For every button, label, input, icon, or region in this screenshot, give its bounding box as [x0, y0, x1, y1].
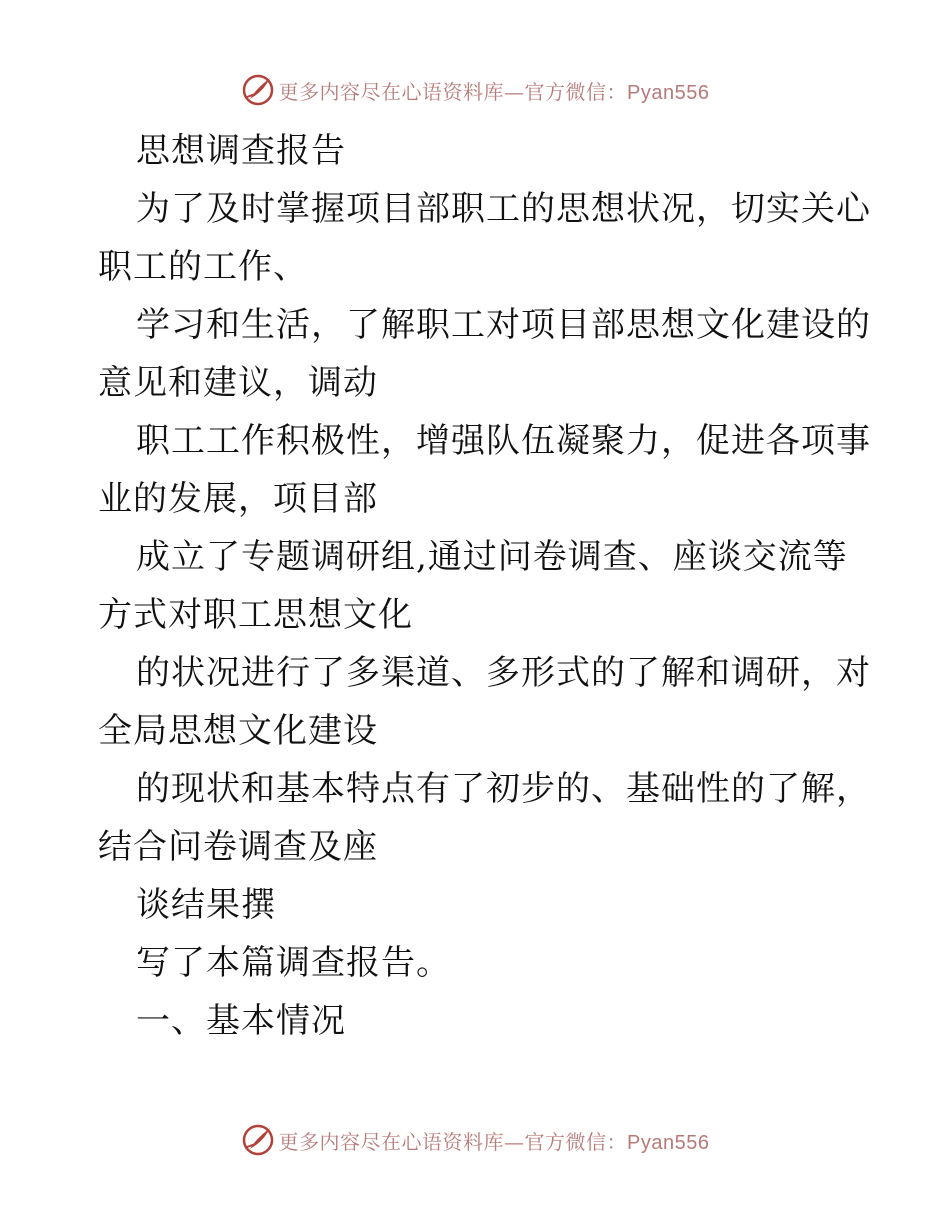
paragraph-line: 学习和生活，了解职工对项目部思想文化建设的	[136, 305, 871, 345]
paragraph-line: 职工工作积极性，增强队伍凝聚力，促进各项事	[136, 421, 871, 461]
paragraph-line: 写了本篇调查报告。	[136, 943, 451, 983]
paragraph-line: 成立了专题调研组,通过问卷调查、座谈交流等	[136, 537, 848, 577]
footer-watermark-banner	[0, 1120, 950, 1160]
header-watermark-banner	[0, 70, 950, 110]
section-heading: 一、基本情况	[136, 1001, 346, 1041]
document-body	[98, 122, 871, 1050]
paragraph-line: 谈结果撰	[136, 885, 276, 925]
paragraph-line: 职工的工作、	[98, 247, 308, 287]
watermark-text: 更多内容尽在心语资料库—官方微信：Pyan556	[278, 1129, 710, 1154]
paragraph-line: 方式对职工思想文化	[98, 595, 413, 635]
watermark-text: 更多内容尽在心语资料库—官方微信：Pyan556	[278, 79, 710, 104]
paragraph-line: 业的发展，项目部	[98, 479, 378, 519]
paragraph-line: 为了及时掌握项目部职工的思想状况，切实关心	[136, 189, 871, 229]
paragraph-line: 意见和建议，调动	[98, 363, 378, 403]
paragraph-line: 的状况进行了多渠道、多形式的了解和调研，对	[136, 653, 871, 693]
paragraph-line: 的现状和基本特点有了初步的、基础性的了解，	[136, 769, 871, 809]
quill-logo-icon	[241, 1123, 275, 1157]
paragraph-line: 全局思想文化建设	[98, 711, 378, 751]
paragraph-line: 结合问卷调查及座	[98, 827, 378, 867]
quill-logo-icon	[241, 73, 275, 107]
document-title: 思想调查报告	[136, 131, 346, 171]
